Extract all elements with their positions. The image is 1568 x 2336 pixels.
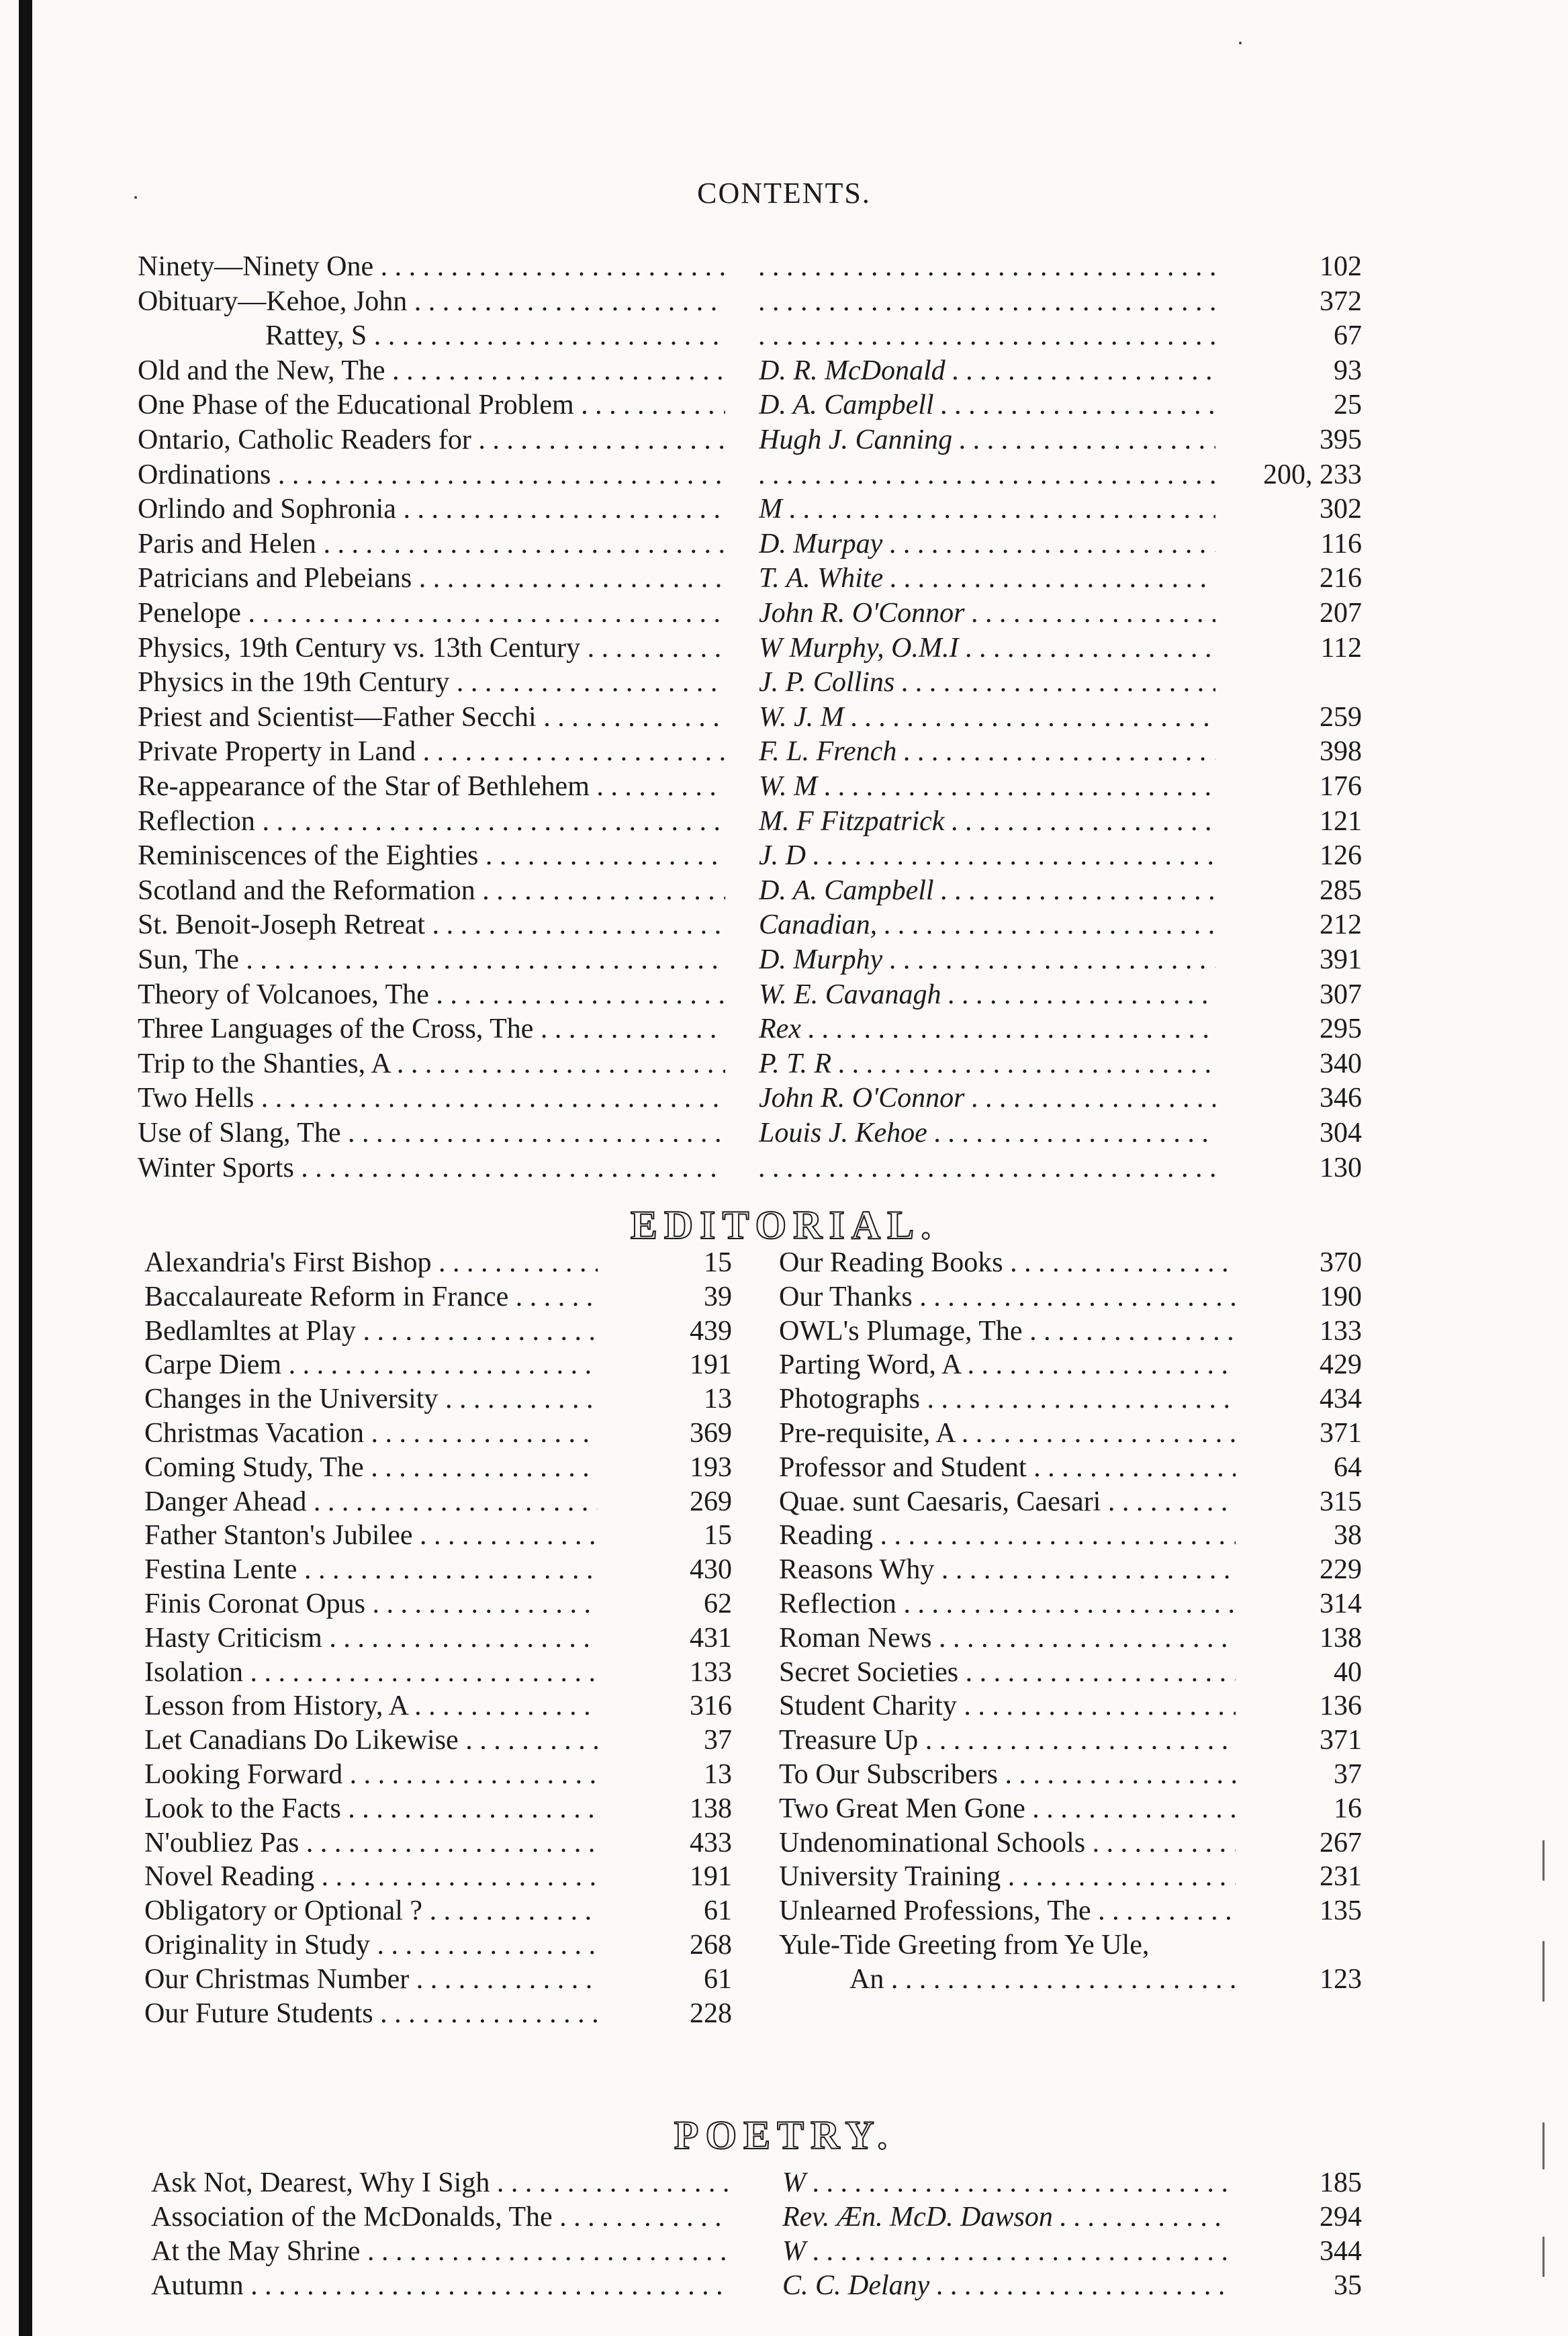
entry-author: D. Murphy . . . [759,943,1215,977]
poetry-title: Ask Not, Dearest, Why I Sigh . . . [151,2166,729,2200]
entry-page: 212 [1320,909,1362,941]
editorial-title: Christmas Vacation . . . [144,1417,598,1451]
editorial-title: Coming Study, The . . . [144,1451,598,1485]
entry-author: Hugh J. Canning . . . [759,423,1215,457]
contents-row [0,1151,1568,1185]
editorial-page: 13 [704,1384,732,1415]
editorial-title: Finis Coronat Opus . . . [144,1587,598,1621]
editorial-title: University Training . . . [779,1860,1236,1894]
editorial-title: Baccalaureate Reform in France . . . [144,1280,598,1314]
contents-row [0,1047,1568,1081]
entry-title: Sun, The . . . [138,943,725,977]
entry-page: 391 [1320,944,1362,975]
entry-page: 216 [1320,563,1362,594]
edge-mark [1542,1840,1544,1881]
editorial-page: 136 [1320,1691,1362,1722]
contents-row [0,839,1568,873]
entry-title: Winter Sports . . . [138,1151,725,1185]
poetry-page: 344 [1320,2236,1362,2267]
editorial-title: Look to the Facts . . . [144,1792,598,1826]
poetry-page: 35 [1334,2270,1362,2301]
editorial-page: 61 [704,1963,732,1995]
entry-author [759,1151,1215,1185]
editorial-title: To Our Subscribers . . . [779,1758,1236,1792]
editorial-page: 439 [690,1315,732,1347]
edge-mark [1542,1941,1544,2002]
editorial-title: Father Stanton's Jubilee . . . [144,1519,598,1553]
entry-author: F. L. French . . . [759,735,1215,769]
editorial-page: 231 [1320,1861,1362,1893]
entry-title: Scotland and the Reformation . . . [138,874,725,908]
entry-author [759,458,1219,492]
editorial-title: Quae. sunt Caesaris, Caesari . . . [779,1485,1236,1519]
editorial-title: Changes in the University . . . [144,1382,598,1417]
editorial-page: 371 [1320,1725,1362,1756]
entry-page: 102 [1320,251,1362,282]
entry-author: M . . . [759,492,1215,527]
editorial-page: 314 [1320,1588,1362,1619]
entry-title: Three Languages of the Cross, The . . . [138,1012,725,1046]
entry-page: 25 [1334,390,1362,421]
editorial-title: OWL's Plumage, The . . . [779,1314,1236,1349]
editorial-title: Photographs . . . [779,1382,1236,1417]
editorial-page: 40 [1334,1656,1362,1688]
entry-author: W Murphy, O.M.I . . . [759,631,1215,666]
contents-row [0,458,1568,492]
editorial-title: Hasty Criticism . . . [144,1621,598,1656]
editorial-page: 62 [704,1588,732,1619]
entry-page: 93 [1334,355,1362,386]
editorial-page: 138 [1320,1622,1362,1654]
editorial-page: 123 [1320,1963,1362,1995]
entry-title: Penelope . . . [138,596,725,631]
editorial-page: 267 [1320,1827,1362,1858]
editorial-page: 369 [690,1418,732,1449]
contents-row [0,735,1568,769]
editorial-title: Reasons Why . . . [779,1553,1236,1587]
entry-title: Paris and Helen . . . [138,527,725,561]
entry-page: 121 [1320,805,1362,837]
editorial-page: 193 [690,1451,732,1483]
poetry-page: 185 [1320,2167,1362,2198]
entry-title: Patricians and Plebeians . . . [138,561,725,596]
entry-title: Priest and Scientist—Father Secchi . . . [138,701,725,735]
contents-row [0,596,1568,631]
entry-page: 372 [1320,285,1362,317]
entry-author: J. D . . . [759,839,1215,873]
editorial-title: Danger Ahead . . . [144,1485,598,1519]
editorial-title: Bedlamltes at Play . . . [144,1314,598,1349]
editorial-page: 37 [704,1725,732,1756]
entry-author: Rex . . . [759,1012,1215,1046]
editorial-title: Originality in Study . . . [144,1928,598,1963]
editorial-page: 61 [704,1895,732,1927]
entry-page: 302 [1320,494,1362,525]
contents-row [0,388,1568,422]
editorial-title: Yule-Tide Greeting from Ye Ule, [779,1930,1150,1961]
entry-title: Ontario, Catholic Readers for . . . [138,423,725,457]
entry-page [1209,666,1362,700]
editorial-title: Student Charity . . . [779,1689,1236,1723]
entry-title: Theory of Volcanoes, The . . . [138,978,725,1012]
editorial-title: Our Christmas Number . . . [144,1963,598,1997]
entry-title: Old and the New, The . . . [138,354,725,388]
editorial-title: Alexandria's First Bishop . . . [144,1246,598,1280]
editorial-page: 38 [1334,1520,1362,1552]
editorial-heading: EDITORIAL. [630,1203,938,1247]
entry-page: 200, 233 [1263,459,1362,490]
editorial-title: Unlearned Professions, The . . . [779,1894,1236,1928]
editorial-title: Our Future Students . . . [144,1997,598,2031]
entry-page: 126 [1320,840,1362,872]
entry-title: Rattey, S . . . [265,319,725,353]
entry-title: St. Benoit-Joseph Retreat . . . [138,908,725,942]
editorial-title: Isolation . . . [144,1656,598,1690]
contents-row [0,354,1568,388]
entry-author: John R. O'Connor . . . [759,596,1215,631]
entry-title: Ordinations . . . [138,458,725,492]
editorial-title: Novel Reading . . . [144,1860,598,1894]
contents-row [0,874,1568,908]
editorial-page: 138 [690,1793,732,1824]
speck [1239,42,1242,44]
editorial-title: Our Thanks . . . [779,1280,1236,1314]
editorial-title: Roman News . . . [779,1621,1236,1656]
entry-page: 395 [1320,424,1362,455]
editorial-title: Carpe Diem . . . [144,1348,598,1382]
entry-page: 130 [1320,1152,1362,1183]
editorial-title: Undenominational Schools . . . [779,1826,1236,1860]
editorial-title: Lesson from History, A . . . [144,1689,598,1723]
editorial-page: 269 [690,1486,732,1517]
editorial-page: 434 [1320,1384,1362,1415]
entry-author: John R. O'Connor . . . [759,1081,1215,1116]
entry-title: One Phase of the Educational Problem . . . [138,388,725,422]
editorial-title: Parting Word, A . . . [779,1348,1236,1382]
editorial-title: Reading . . . [779,1519,1236,1553]
poetry-title: Association of the McDonalds, The . . . [151,2200,729,2235]
entry-page: 116 [1320,528,1362,559]
entry-author [759,285,1215,319]
editorial-page: 133 [1320,1315,1362,1347]
entry-title: Ninety—Ninety One . . . [138,250,725,284]
poetry-page: 294 [1320,2202,1362,2233]
page-title: CONTENTS. [697,177,871,210]
editorial-page: 135 [1320,1895,1362,1927]
poetry-title: At the May Shrine . . . [151,2235,729,2269]
poetry-author: C. C. Delany . . . [782,2269,1229,2303]
entry-author: Canadian, . . . [759,908,1215,942]
contents-row [0,1012,1568,1046]
entry-page: 398 [1320,736,1362,768]
poetry-title: Autumn . . . [151,2269,729,2303]
contents-row [0,319,1568,353]
entry-author: D. A. Campbell . . . [759,874,1215,908]
entry-author: W. M . . . [759,770,1215,804]
editorial-page: 15 [704,1247,732,1278]
entry-title: Orlindo and Sophronia . . . [138,492,725,527]
entry-page: 295 [1320,1014,1362,1045]
entry-title: Physics, 19th Century vs. 13th Century . . . [138,631,725,666]
editorial-page: 15 [704,1520,732,1552]
editorial-title: Secret Societies . . . [779,1656,1236,1690]
entry-author: W. E. Cavanagh . . . [759,978,1215,1012]
entry-author [759,319,1215,353]
editorial-page: 191 [690,1349,732,1381]
entry-author: W. J. M . . . [759,701,1215,735]
contents-row [0,770,1568,804]
editorial-title: Obligatory or Optional ? . . . [144,1894,598,1928]
entry-author: J. P. Collins . . . [759,666,1215,700]
contents-row [0,631,1568,666]
entry-title: Trip to the Shanties, A . . . [138,1047,725,1081]
editorial-title: Treasure Up . . . [779,1723,1236,1758]
editorial-page: 431 [690,1622,732,1654]
contents-row [0,701,1568,735]
contents-row [0,561,1568,596]
entry-page: 304 [1320,1118,1362,1149]
entry-page: 259 [1320,701,1362,733]
entry-page: 340 [1320,1048,1362,1079]
entry-author: D. Murpay . . . [759,527,1215,561]
editorial-page: 371 [1320,1418,1362,1449]
contents-row [0,285,1568,319]
editorial-title: N'oubliez Pas . . . [144,1826,598,1860]
contents-row [0,527,1568,561]
editorial-page: 268 [690,1930,732,1961]
entry-author: Louis J. Kehoe . . . [759,1116,1215,1151]
edge-mark [1542,2237,1544,2277]
contents-row [0,1081,1568,1116]
editorial-page: 13 [704,1759,732,1790]
entry-title: Private Property in Land . . . [138,735,725,769]
editorial-title: Reflection . . . [779,1587,1236,1621]
entry-title: Re-appearance of the Star of Bethlehem . . . [138,770,725,804]
editorial-page: 433 [690,1827,732,1858]
editorial-title: Pre-requisite, A . . . [779,1417,1236,1451]
entry-author: D. A. Campbell . . . [759,388,1215,422]
entry-title: Two Hells . . . [138,1081,725,1116]
editorial-page: 315 [1320,1486,1362,1517]
editorial-page: 316 [690,1691,732,1722]
entry-page: 307 [1320,979,1362,1010]
editorial-title: Looking Forward . . . [144,1758,598,1792]
editorial-page: 228 [690,1997,732,2029]
editorial-title: Two Great Men Gone . . . [779,1792,1236,1826]
entry-title: Use of Slang, The . . . [138,1116,725,1151]
contents-row [0,1116,1568,1151]
contents-row [0,978,1568,1012]
poetry-author: W . . . [782,2166,1229,2200]
editorial-title: Professor and Student . . . [779,1451,1236,1485]
contents-row [0,492,1568,527]
entry-page: 67 [1334,320,1362,352]
contents-row [0,943,1568,977]
editorial-page: 430 [690,1554,732,1586]
entry-title: Reflection . . . [138,805,725,839]
editorial-page: 429 [1320,1349,1362,1381]
contents-row [0,250,1568,284]
poetry-author: W . . . [782,2235,1229,2269]
entry-author: M. F Fitzpatrick . . . [759,805,1215,839]
editorial-page: 39 [704,1281,732,1312]
entry-author: P. T. R . . . [759,1047,1215,1081]
entry-page: 207 [1320,598,1362,629]
entry-page: 346 [1320,1083,1362,1114]
poetry-author: Rev. Æn. McD. Dawson . . . [782,2200,1229,2235]
entry-page: 176 [1320,771,1362,802]
entry-title: Reminiscences of the Eighties . . . [138,839,725,873]
entry-author: D. R. McDonald . . . [759,354,1215,388]
editorial-page: 64 [1334,1451,1362,1483]
entry-title: Obituary—Kehoe, John . . . [138,285,725,319]
entry-author: T. A. White . . . [759,561,1215,596]
editorial-page: 133 [690,1656,732,1688]
contents-row [0,805,1568,839]
editorial-title: Our Reading Books . . . [779,1246,1236,1280]
editorial-title: An . . . [849,1963,1236,1997]
contents-row [0,423,1568,457]
entry-page: 285 [1320,874,1362,906]
entry-author [759,250,1215,284]
editorial-title: Festina Lente . . . [144,1553,598,1587]
editorial-page: 16 [1334,1793,1362,1824]
contents-row [0,666,1568,700]
editorial-page: 191 [690,1861,732,1893]
contents-row [0,908,1568,942]
editorial-page: 229 [1320,1554,1362,1586]
editorial-page: 37 [1334,1759,1362,1790]
editorial-page: 190 [1320,1281,1362,1312]
editorial-title: Let Canadians Do Likewise . . . [144,1723,598,1758]
entry-title: Physics in the 19th Century . . . [138,666,725,700]
entry-page: 112 [1320,632,1362,664]
editorial-page: 370 [1320,1247,1362,1278]
poetry-heading: POETRY. [674,2113,894,2157]
